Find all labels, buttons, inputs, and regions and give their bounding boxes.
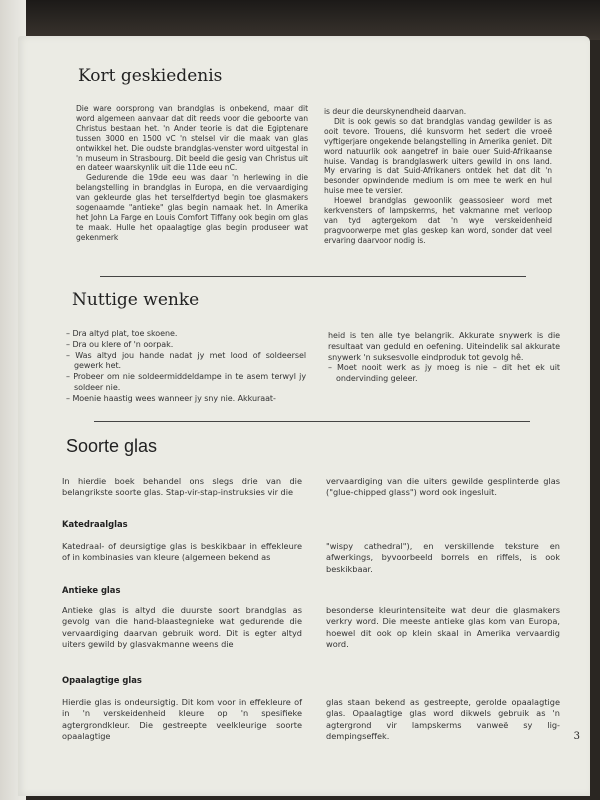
glass-intro-left: In hierdie boek behandel ons slegs drie van die belangrikste soorte glas. Stap-vir-stap-instruksies vir die [62, 476, 302, 498]
glass-type-left: Katedraal- of deursigtige glas is beskikbaar in effekleure of in kombinasies van kleure (algemeen bekend as [62, 541, 302, 563]
tip-item: – Moet nooit werk as jy moeg is nie – dit het ek uit ondervinding geleer. [328, 363, 560, 384]
glass-type-left: Antieke glas is altyd die duurste soort brandglas as gevolg van die hand-blaastegnieke wat gedurende die vervaardiging daarvan gebruik word. Dit is egter altyd uiters gewild by glasvakmanne weens die [62, 605, 302, 650]
glass-type-right: glas staan bekend as gestreepte, gerolde opaalagtige glas. Opaalagtige glas word dikwels gebruik as 'n agtergrond vir lampskerms vanweë sy lig-dempingseffek. [326, 697, 560, 742]
tip-item: – Dra altyd plat, toe skoene. [66, 329, 178, 338]
section-title-history: Kort geskiedenis [78, 66, 223, 86]
glass-type-right: "wispy cathedral"), en verskillende teksture en afwerkings, byvoorbeeld borrels en riffels, is ook beskikbaar. [326, 541, 560, 574]
section-divider [94, 421, 530, 422]
glass-type-right: besonderse kleurintensiteite wat deur die glasmakers verkry word. Die meeste antieke glas kom van Europa, hoewel dit ook op klein skaal in Amerika vervaardig word. [326, 605, 560, 650]
glass-type-left: Hierdie glas is ondeursigtig. Dit kom voor in effekleure of in 'n verskeidenheid kleure op 'n spesifieke agtergrondkleur. Die gestreepte veelkleurige soorte opaalagtige [62, 697, 302, 742]
history-paragraph: Dit is ook gewis so dat brandglas vandag gewilder is as ooit tevore. Trouens, dié kunsvorm het sedert die vroeë vyftigerjare ongekende belangstelling in Amerika geniet. Dit word natuurlik ook aangetref in baie ouer Suid-Afrikaanse huise. Vandag is brandglaswerk uiters gewild in ons land. My ervaring is dat Suid-Afrikaners ontdek het dat dit 'n besonder opwindende medium is om mee te werk en hul huise mee te versier. [324, 116, 552, 196]
tips-left-column [66, 329, 306, 405]
page-number: 3 [573, 731, 580, 742]
book-background [0, 0, 600, 40]
tips-right-column [328, 331, 560, 385]
tip-item: – Moenie haastig wees wanneer jy sny nie. Akkuraat- [66, 393, 276, 403]
history-paragraph: Gedurende die 19de eeu was daar 'n herlewing in die belangstelling in brandglas in Europa, en die vervaardiging van gekleurde glas het terselfdertyd begin toe glasmakers sogenaamde "antieke" glas begin namaak het. In Amerika het John La Farge en Louis Comfort Tiffany ook begin om glas te maak. Hulle het opaalagtige glas begin produseer wat gekenmerk [76, 173, 308, 242]
section-title-tips: Nuttige wenke [72, 290, 200, 310]
glass-intro-right: vervaardiging van die uiters gewilde gesplinterde glas ("glue-chipped glass") word ook ingesluit. [326, 476, 560, 498]
tip-item: – Probeer om nie soldeermiddeldampe in te asem terwyl jy soldeer nie. [66, 372, 306, 392]
glass-type-heading: Antieke glas [62, 585, 121, 595]
tip-item: – Was altyd jou hande nadat jy met lood of soldeersel gewerk het. [66, 350, 306, 371]
history-paragraph: Hoewel brandglas gewoonlik geassosieer word met kerkvensters of lampskerms, het vakmanne met verloop van tyd agtergekom dat 'n wye verskeidenheid pragvoorwerpe met glas geskep kan word, sonder dat veel ervaring daarvoor nodig is. [324, 196, 552, 245]
glass-type-heading: Katedraalglas [62, 519, 128, 529]
tip-item: heid is ten alle tye belangrik. Akkurate snywerk is die resultaat van geduld en oefening. Uiteindelik sal akkurate snywerk 'n suksesvolle eindproduk tot gevolg hê. [328, 331, 560, 362]
history-paragraph: is deur die deurskynendheid daarvan. [324, 107, 467, 116]
glass-type-heading: Opaalagtige glas [62, 675, 142, 685]
history-right-column [324, 107, 552, 246]
tip-item: – Dra ou klere of 'n oorpak. [66, 339, 174, 349]
history-paragraph: Die ware oorsprong van brandglas is onbekend, maar dit word algemeen aanvaar dat dit reeds voor die geboorte van Christus bestaan het. 'n Ander teorie is dat die Egiptenare tussen 3000 en 1500 vC 'n stelsel vir die maak van glas ontwikkel het. Die oudste brandglas-venster word uitgestal in 'n museum in Strasbourg. Dit beeld die gesig van Christus uit en dateer waarskynlik uit die 11de eeu nC. [76, 104, 308, 173]
section-title-glass-types: Soorte glas [66, 436, 158, 456]
section-divider [100, 276, 526, 277]
history-left-column [76, 104, 308, 243]
